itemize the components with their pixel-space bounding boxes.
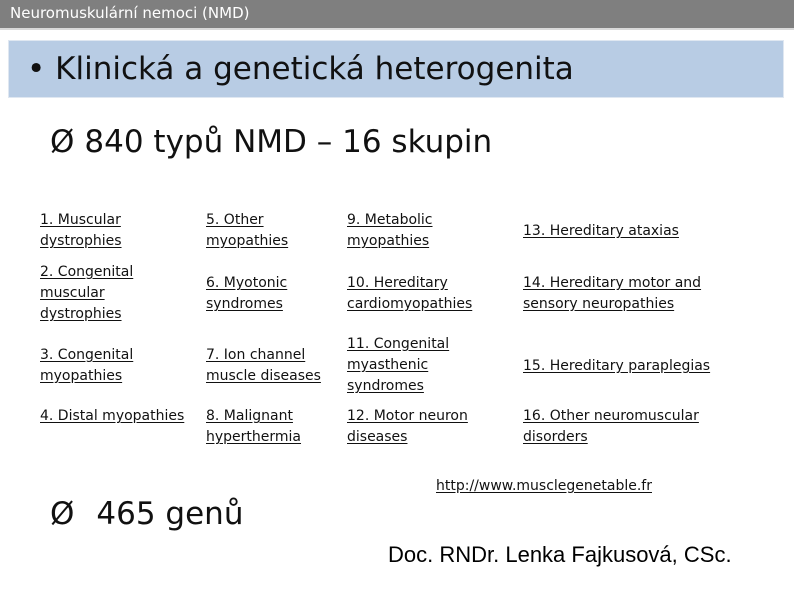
table-cell[interactable]: 5. Other myopathies (206, 212, 289, 249)
bullet-marker: • (27, 51, 46, 87)
table-cell[interactable]: 10. Hereditary cardiomyopathies (347, 275, 473, 312)
author-credit: Doc. RNDr. Lenka Fajkusová, CSc. (388, 542, 732, 567)
slide-title (27, 51, 574, 87)
musclegenetable-link[interactable]: http://www.musclegenetable.fr (436, 478, 652, 494)
table-cell[interactable]: 16. Other neuromuscular disorders (523, 408, 699, 445)
subheading (50, 122, 492, 162)
slide-title-text: Klinická a genetická heterogenita (55, 51, 574, 87)
table-cell[interactable]: 8. Malignant hyperthermia (206, 408, 302, 445)
title-band (8, 40, 784, 98)
header-bar (0, 0, 794, 30)
table-cell[interactable]: 11. Congenital myasthenic syndromes (347, 336, 450, 394)
table-cell[interactable]: 6. Myotonic syndromes (206, 275, 288, 312)
subheading-text: 840 typů NMD – 16 skupin (84, 124, 493, 160)
genes-text: 465 genů (96, 496, 244, 532)
table-cell[interactable]: 7. Ion channel muscle diseases (206, 347, 321, 384)
table-cell[interactable]: 1. Muscular dystrophies (40, 212, 122, 249)
table-cell[interactable]: 2. Congenital muscular dystrophies (40, 264, 134, 322)
table-cell[interactable]: 9. Metabolic myopathies (347, 212, 433, 249)
table-cell[interactable]: 15. Hereditary paraplegias (523, 358, 711, 374)
table-cell[interactable]: 12. Motor neuron diseases (347, 408, 468, 445)
arrow-bullet-icon: Ø (50, 496, 75, 532)
table-cell[interactable]: 13. Hereditary ataxias (523, 223, 679, 239)
genes-count (50, 494, 243, 534)
table-cell[interactable]: 3. Congenital myopathies (40, 347, 134, 384)
arrow-bullet-icon: Ø (50, 124, 75, 160)
table-cell[interactable]: 14. Hereditary motor and sensory neuropathies (523, 275, 702, 312)
table-cell[interactable]: 4. Distal myopathies (40, 408, 185, 424)
header-title: Neuromuskulární nemoci (NMD) (10, 4, 250, 22)
